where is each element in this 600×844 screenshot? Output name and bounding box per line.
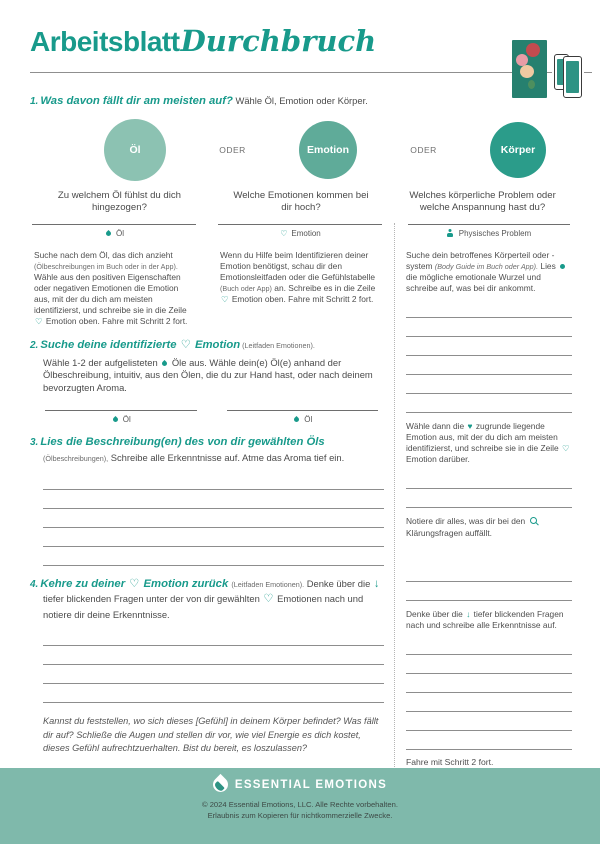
- step1-heading: [30, 90, 572, 111]
- book-cover-image: [512, 40, 547, 98]
- choose-emotion-instructions: Wähle dann die ♥ zugrunde liegende Emotion aus, mit der du dich am meisten identifizierst, und schreibe sie in die Zeile ♡ Emotion darüber.: [406, 421, 570, 465]
- left-column: [30, 223, 394, 767]
- oil-instructions: Suche nach dem Öl, das dich anzieht (Ölbeschreibungen im Buch oder in der App). Wähle aus den positiven Eigenschaften oder negativen Emotionen die Emotion aus, mit der du dich am meisten identifizierst, und schreibe sie in die Zeile ♡ Emotion oben. Fahre mit Schritt 2 fort.: [34, 249, 188, 327]
- heart-outline-icon: ♡: [180, 339, 191, 352]
- write-line: [45, 409, 197, 411]
- oder-label: ODER: [219, 144, 246, 155]
- heart-outline-icon: ♡: [263, 593, 274, 606]
- write-line: [406, 299, 572, 318]
- write-line: [43, 528, 384, 547]
- column-questions: [30, 190, 572, 215]
- write-line: [406, 582, 572, 601]
- drop-icon: [105, 230, 112, 237]
- step3-heading: 3. Lies die Beschreibung(en) des von dir gewählten Öls (Ölbeschreibungen), Schreibe alle Erkenntnisse auf. Atme das Aroma tief ein.: [30, 436, 345, 464]
- oil-write-field: Öl: [225, 409, 381, 424]
- deeper-questions-note: Denke über die ↓ tiefer blickenden Fragen nach und schreibe alle Erkenntnisse auf.: [406, 608, 564, 630]
- copyright-line-2: Erlaubnis zum Kopieren für nichtkommerzielle Zwecke.: [207, 811, 393, 821]
- emotion-line-label: ♡ Emotion: [280, 228, 321, 238]
- circle-koerper-label: Körper: [500, 143, 536, 156]
- question-oil: Zu welchem Öl fühlst du dich hingezogen?: [57, 189, 182, 214]
- heart-outline-icon: ♡: [129, 577, 140, 590]
- write-line: [406, 674, 572, 693]
- write-line: [406, 337, 572, 356]
- step3-section: [30, 435, 384, 565]
- heart-outline-icon: ♡: [35, 316, 43, 327]
- circle-koerper: [490, 122, 546, 178]
- step1-number: 1.: [30, 96, 39, 107]
- write-line: [218, 223, 382, 225]
- drop-logo-icon: [210, 774, 231, 795]
- write-line: [406, 636, 572, 655]
- page-subtitle: Durchbruch: [180, 24, 377, 58]
- write-line: [43, 665, 384, 684]
- write-line: [43, 547, 384, 566]
- step4-heading: 4. Kehre zu deiner ♡ Emotion zurück (Leitfaden Emotionen). Denke über die ↓ tiefer blickenden Fragen unter der von dir gewählten ♡ Emotionen nach und notiere dir deine Erkenntnisse.: [30, 577, 380, 620]
- dot-icon: [560, 264, 565, 269]
- write-line: [43, 646, 384, 665]
- drop-icon: [112, 416, 119, 423]
- step2-number: 2.: [30, 340, 39, 352]
- emotion-answer-column: [216, 223, 384, 328]
- footer-band: [0, 768, 600, 844]
- search-icon: [530, 517, 537, 524]
- write-line: [43, 490, 384, 509]
- step4-number: 4.: [30, 578, 39, 590]
- circle-oil-label: Öl: [129, 143, 141, 156]
- copyright-line-1: © 2024 Essential Emotions, LLC. Alle Rechte vorbehalten.: [202, 800, 398, 809]
- body-icon: [447, 229, 454, 237]
- step3-number: 3.: [30, 437, 39, 449]
- write-line: [406, 375, 572, 394]
- app-phones-image: [552, 42, 584, 98]
- header: [30, 24, 572, 72]
- step2-section: [30, 338, 384, 424]
- write-line: [406, 356, 572, 375]
- write-line: [43, 627, 384, 646]
- step2-heading: 2. Suche deine identifizierte ♡ Emotion (Leitfaden Emotionen).: [30, 339, 315, 352]
- write-line: [408, 223, 570, 225]
- write-line: [406, 489, 572, 508]
- write-line: [406, 318, 572, 337]
- clarifying-questions-note: Notiere dir alles, was dir bei den Klärungsfragen auffällt.: [406, 516, 572, 538]
- write-line: [406, 470, 572, 489]
- right-column: [394, 223, 572, 767]
- question-emotion: Welche Emotionen kommen bei dir hoch?: [233, 189, 369, 214]
- oder-label: ODER: [410, 144, 437, 155]
- step1-heading-text: Was davon fällt dir am meisten auf?: [40, 95, 233, 107]
- physical-problem-instructions: Suche dein betroffenes Körperteil oder -system (Body Guide im Buch oder App). Lies die mögliche emotionale Wurzel und schreibe auf, was bei dir ankommt.: [406, 250, 572, 294]
- drop-icon: [161, 360, 168, 367]
- circle-emotion-label: Emotion: [307, 143, 349, 156]
- brand-logo: [0, 777, 600, 792]
- choice-circles: [104, 119, 546, 181]
- arrow-down-icon: ↓: [466, 608, 471, 619]
- oil-write-field: Öl: [43, 409, 199, 424]
- header-divider: [30, 72, 592, 73]
- arrow-down-icon: ↓: [373, 577, 380, 590]
- heart-outline-icon: ♡: [280, 228, 288, 238]
- write-line: [227, 409, 379, 411]
- step1-heading-rest: Wähle Öl, Emotion oder Körper.: [232, 95, 368, 106]
- heart-outline-icon: ♡: [221, 294, 229, 305]
- oil-line-label: Öl: [30, 229, 198, 238]
- heart-outline-icon: ♡: [562, 443, 570, 454]
- continue-step2-note: Fahre mit Schritt 2 fort.: [406, 756, 494, 767]
- step2-instructions: Wähle 1-2 der aufgelisteten Öle aus. Wähle dein(e) Öl(e) anhand der Ölbeschreibung, intuitiv, aus den Ölen, die du zur Hand hast, oder nach deinem bevorzugten Aroma.: [43, 356, 373, 393]
- page-title: Arbeitsblatt: [30, 26, 180, 57]
- emotion-instructions: Wenn du Hilfe beim Identifizieren deiner Emotion benötigst, schau dir den Emotionsleitfaden oder die Gefühlstabelle (Buch oder App) an. Schreibe es in die Zeile ♡ Emotion oben. Fahre mit Schritt 2 fort.: [220, 249, 376, 305]
- brand-name: ESSENTIAL EMOTIONS: [234, 778, 388, 791]
- write-line: [406, 563, 572, 582]
- physical-problem-line-label: Physisches Problem: [406, 229, 572, 238]
- write-line: [406, 731, 572, 750]
- question-koerper: Welches körperliche Problem oder welche Anspannung hast du?: [409, 189, 556, 214]
- oil-answer-column: [30, 223, 198, 328]
- write-line: [406, 693, 572, 712]
- write-line: [406, 394, 572, 413]
- write-line: [43, 471, 384, 490]
- phone-icon: [563, 56, 582, 98]
- heart-filled-icon: ♥: [467, 421, 473, 432]
- circle-emotion: [299, 121, 357, 179]
- write-line: [43, 684, 384, 703]
- write-line: [32, 223, 196, 225]
- circle-oil: [104, 119, 166, 181]
- step4-section: [30, 577, 384, 704]
- write-line: [43, 509, 384, 528]
- write-line: [406, 655, 572, 674]
- closing-question: Kannst du feststellen, wo sich dieses [Gefühl] in deinem Körper befindet? Was fällt dir auf? Schließe die Augen und stellen dir vor, wie viel Energie es dich kostet, dieses Gefühl aufrechtzuerhalten. Bist du bereit, es loszulassen?: [43, 716, 379, 754]
- write-line: [406, 712, 572, 731]
- drop-icon: [293, 416, 300, 423]
